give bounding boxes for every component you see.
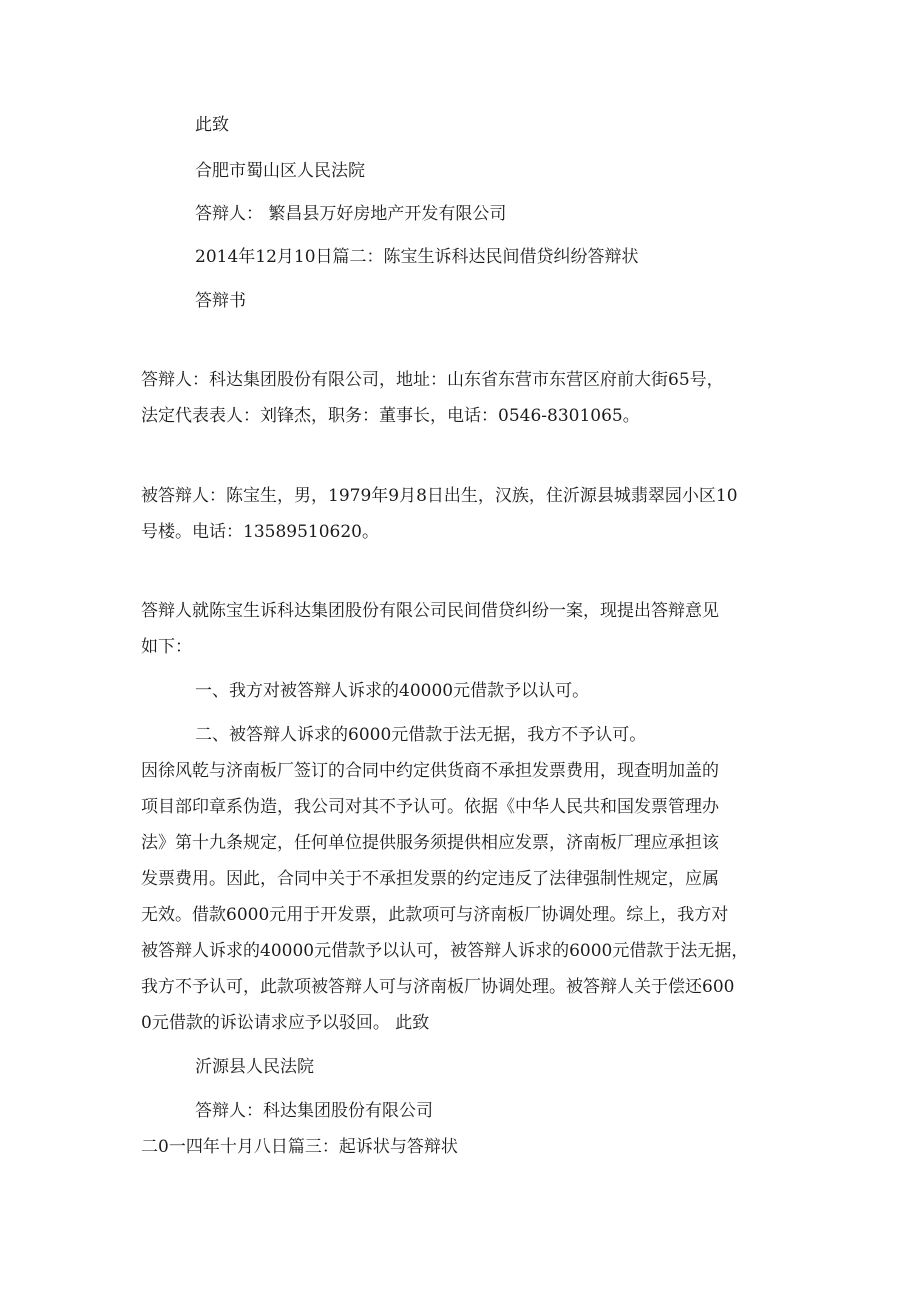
- closing-salutation: 此致: [195, 115, 229, 135]
- point-one: 一、我方对被答辩人诉求的40000元借款予以认可。: [195, 681, 590, 701]
- respondent-info-line: 法定代表表人：刘锋杰，职务：董事长，电话：0546-8301065。: [141, 406, 640, 426]
- claimant-info-line: 号楼。电话：13589510620。: [141, 522, 379, 542]
- respondent-signature: 答辩人：科达集团股份有限公司: [195, 1101, 433, 1121]
- court-name: 合肥市蜀山区人民法院: [195, 161, 365, 181]
- date-and-section-title: 二0一四年十月八日篇三：起诉状与答辩状: [141, 1137, 458, 1157]
- respondent-info-line: 答辩人：科达集团股份有限公司，地址：山东省东营市东营区府前大街65号，: [141, 370, 724, 390]
- body-paragraph-line: 项目部印章系伪造，我公司对其不予认可。依据《中华人民共和国发票管理办: [141, 797, 719, 817]
- point-two: 二、被答辩人诉求的6000元借款于法无据，我方不予认可。: [195, 725, 647, 745]
- respondent-signature: 答辩人： 繁昌县万好房地产开发有限公司: [195, 204, 507, 224]
- body-paragraph-line: 无效。借款6000元用于开发票，此款项可与济南板厂协调处理。综上，我方对: [141, 905, 729, 925]
- claimant-info-line: 被答辩人：陈宝生，男，1979年9月8日出生，汉族，住沂源县城翡翠园小区10: [141, 486, 738, 506]
- date-and-section-title: 2014年12月10日篇二：陈宝生诉科达民间借贷纠纷答辩状: [195, 247, 639, 267]
- court-name: 沂源县人民法院: [195, 1057, 314, 1077]
- body-paragraph-line: 被答辩人诉求的40000元借款予以认可，被答辩人诉求的6000元借款于法无据，: [141, 941, 749, 961]
- document-heading: 答辩书: [195, 291, 246, 311]
- body-paragraph-line: 我方不予认可，此款项被答辩人可与济南板厂协调处理。被答辩人关于偿还600: [141, 977, 735, 997]
- body-paragraph-line: 0元借款的诉讼请求应予以驳回。 此致: [141, 1013, 430, 1033]
- body-paragraph-line: 法》第十九条规定，任何单位提供服务须提供相应发票，济南板厂理应承担该: [141, 833, 719, 853]
- body-paragraph-line: 因徐风乾与济南板厂签订的合同中约定供货商不承担发票费用，现查明加盖的: [141, 761, 719, 781]
- body-paragraph-line: 发票费用。因此，合同中关于不承担发票的约定违反了法律强制性规定，应属: [141, 869, 719, 889]
- intro-paragraph-line: 如下：: [141, 637, 192, 657]
- intro-paragraph-line: 答辩人就陈宝生诉科达集团股份有限公司民间借贷纠纷一案，现提出答辩意见: [141, 601, 719, 621]
